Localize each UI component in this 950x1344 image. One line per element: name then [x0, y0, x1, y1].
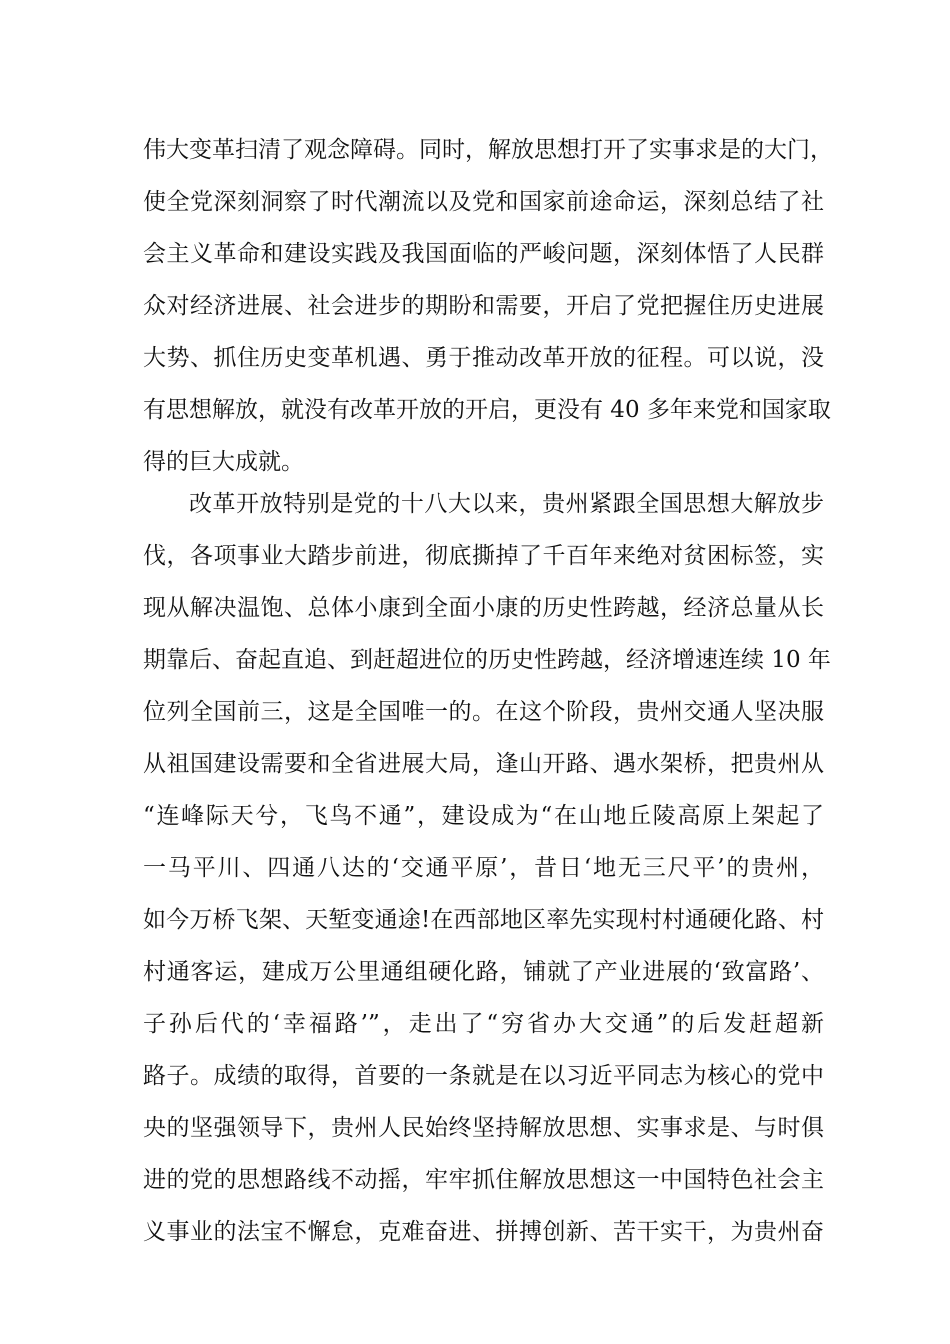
- text-line: 伐，各项事业大踏步前进，彻底撕掉了千百年来绝对贫困标签，实: [143, 543, 824, 569]
- text-line: 如今万桥飞架、天堑变通途!在西部地区率先实现村村通硬化路、村: [143, 907, 824, 933]
- text-line: [143, 1258, 824, 1310]
- text-line: 众对经济进展、社会进步的期盼和需要，开启了党把握住历史进展: [143, 293, 824, 319]
- text-line: 会主义革命和建设实践及我国面临的严峻问题，深刻体悟了人民群: [143, 241, 824, 267]
- text-line: 期靠后、奋起直追、到赶超进位的历史性跨越，经济增速连续 10 年: [143, 647, 831, 673]
- text-line: 子孙后代的‘幸福路’”，走出了“穷省办大交通”的后发赶超新: [143, 1011, 824, 1037]
- paragraph-2: [143, 478, 831, 1310]
- text-line: 有思想解放，就没有改革开放的开启，更没有 40 多年来党和国家取: [143, 397, 831, 423]
- text-line: 使全党深刻洞察了时代潮流以及党和国家前途命运，深刻总结了社: [143, 189, 824, 215]
- text-line: 一马平川、四通八达的‘交通平原’，昔日‘地无三尺平’的贵州，: [143, 855, 824, 881]
- text-line: 现从解决温饱、总体小康到全面小康的历史性跨越，经济总量从长: [143, 595, 824, 621]
- text-line: 村通客运，建成万公里通组硬化路，铺就了产业进展的‘致富路’、: [143, 959, 824, 985]
- text-line: 大势、抓住历史变革机遇、勇于推动改革开放的征程。可以说，没: [143, 345, 824, 371]
- text-line: 伟大变革扫清了观念障碍。同时，解放思想打开了实事求是的大门，: [143, 137, 833, 163]
- paragraph-1: [143, 124, 833, 488]
- text-line: 央的坚强领导下，贵州人民始终坚持解放思想、实事求是、与时俱: [143, 1115, 824, 1141]
- text-line: 进的党的思想路线不动摇，牢牢抓住解放思想这一中国特色社会主: [143, 1167, 824, 1193]
- text-line: 得的巨大成就。: [143, 449, 304, 475]
- text-line: 位列全国前三，这是全国唯一的。在这个阶段，贵州交通人坚决服: [143, 699, 824, 725]
- text-line: 义事业的法宝不懈怠，克难奋进、拼搏创新、苦干实干，为贵州奋: [143, 1219, 824, 1245]
- text-line: “连峰际天兮，飞鸟不通”，建设成为“在山地丘陵高原上架起了: [143, 803, 824, 829]
- text-line: 从祖国建设需要和全省进展大局，逢山开路、遇水架桥，把贵州从: [143, 751, 824, 777]
- text-line: 路子。成绩的取得，首要的一条就是在以习近平同志为核心的党中: [143, 1063, 824, 1089]
- text-line: 改革开放特别是党的十八大以来，贵州紧跟全国思想大解放步: [189, 491, 824, 517]
